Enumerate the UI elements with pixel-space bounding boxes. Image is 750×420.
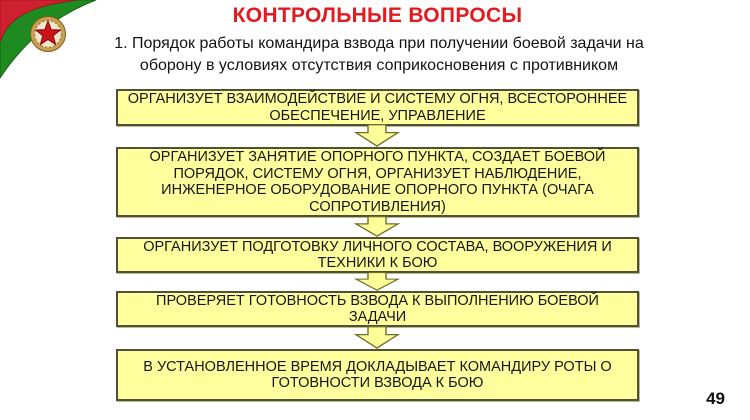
flow-box-4: ПРОВЕРЯЕТ ГОТОВНОСТЬ ВЗВОДА К ВЫПОЛНЕНИЮ БОЕВОЙ ЗАДАЧИ (116, 291, 639, 327)
down-arrow-icon (354, 272, 400, 291)
question-text: 1. Порядок работы командира взвода при получении боевой задачи на оборону в условиях отсутствия соприкосновения с противником (114, 35, 644, 74)
flow-box-2: ОРГАНИЗУЕТ ЗАНЯТИЕ ОПОРНОГО ПУНКТА, СОЗДАЕТ БОЕВОЙ ПОРЯДОК, СИСТЕМУ ОГНЯ, ОРГАНИЗУЕТ НАБЛЮДЕНИЕ, ИНЖЕНЕРНОЕ ОБОРУДОВАНИЕ ОПОРНОГО ПУНКТА (ОЧАГА СОПРОТИВЛЕНИЯ) (116, 147, 639, 217)
down-arrow-icon (354, 326, 400, 349)
slide-title: КОНТРОЛЬНЫЕ ВОПРОСЫ (232, 4, 523, 27)
down-arrow-icon (354, 124, 400, 147)
down-arrow-icon (354, 216, 400, 237)
flow-box-1: ОРГАНИЗУЕТ ВЗАИМОДЕЙСТВИЕ И СИСТЕМУ ОГНЯ, ВСЕСТОРОННЕЕ ОБЕСПЕЧЕНИЕ, УПРАВЛЕНИЕ (116, 89, 639, 126)
flow-box-5: В УСТАНОВЛЕННОЕ ВРЕМЯ ДОКЛАДЫВАЕТ КОМАНДИРУ РОТЫ О ГОТОВНОСТИ ВЗВОДА К БОЮ (116, 349, 639, 401)
page-number: 49 (706, 389, 725, 408)
flow-box-3: ОРГАНИЗУЕТ ПОДГОТОВКУ ЛИЧНОГО СОСТАВА, ВООРУЖЕНИЯ И ТЕХНИКИ К БОЮ (116, 237, 639, 273)
